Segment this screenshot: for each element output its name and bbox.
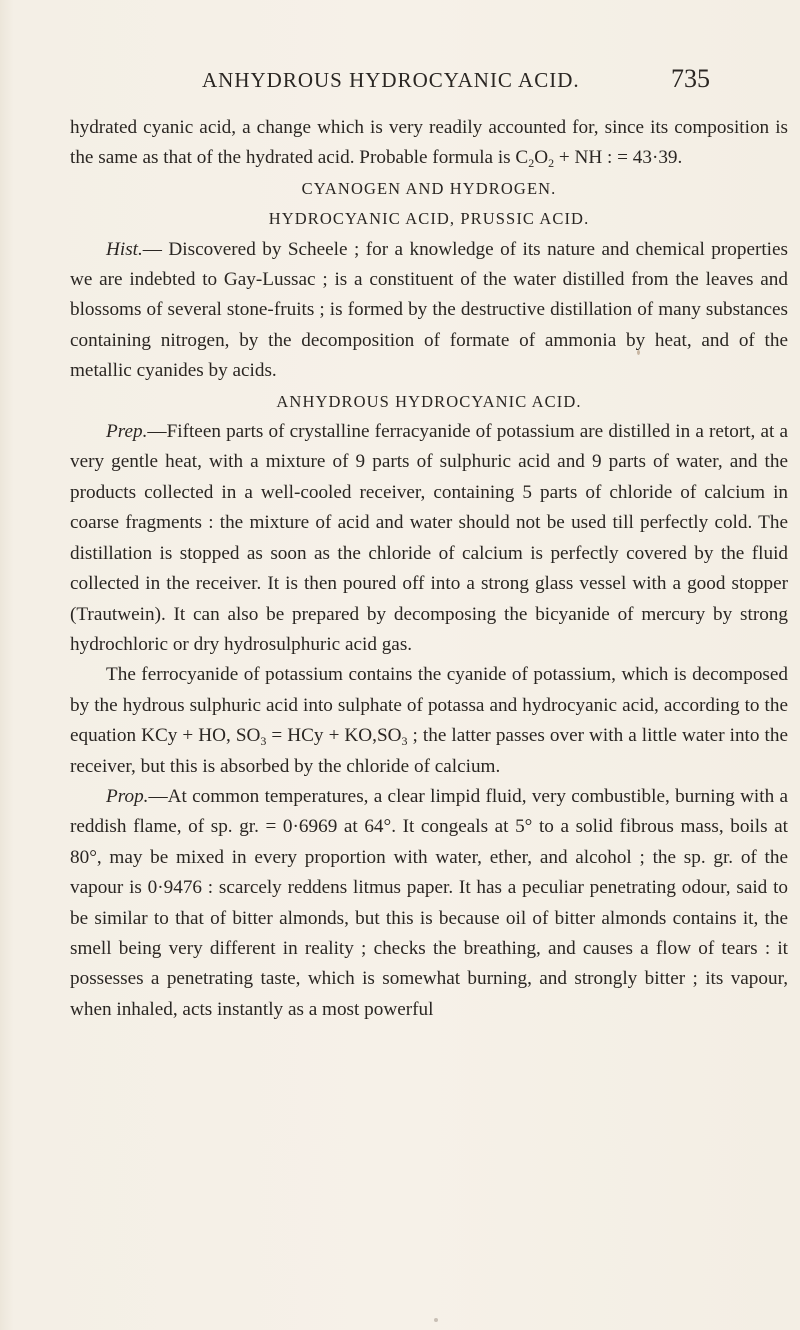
section-heading-cyanogen: CYANOGEN AND HYDROGEN. [301, 178, 557, 198]
paper-speck [434, 1318, 438, 1322]
hist-paragraph [70, 235, 788, 387]
subscript: 2 [548, 156, 555, 171]
hist-label: Hist. [106, 238, 143, 260]
subscript: 3 [260, 734, 267, 749]
page-number: 735 [671, 64, 710, 93]
section-heading-hydrocyanic: HYDROCYANIC ACID, PRUSSIC ACID. [268, 209, 590, 229]
prep-paragraph [70, 417, 788, 660]
intro-text: hydrated cyanic acid, a change which is very readily accounted for, since its composition is the same as that of the hydrated acid. Probable formula is C [70, 117, 788, 169]
running-head [180, 64, 710, 93]
ferro-text-tail: ; the latter passes over with a little water into the receiver, but this is absorbed by the chloride of calcium. [70, 725, 788, 777]
prop-text: —At common temperatures, a clear limpid fluid, very combustible, burning with a reddish flame, of sp. gr. = 0·6969 at 64°. It congeals at 5° to a solid fibrous mass, boils at 80°, may be mixed in every proportion with water, ether, and alcohol ; the sp. gr. of the vapour is 0·9476 : scarcely reddens litmus paper. It has a peculiar penetrating odour, said to be similar to that of bitter almonds, but this is because oil of bitter almonds contains it, the smell being very different in reality ; checks the breathing, and causes a flow of tears : it possesses a penetrating taste, which is somewhat burning, and strongly bitter ; its vapour, when inhaled, acts instantly as a most powerful [70, 785, 788, 1020]
running-head-title: ANHYDROUS HYDROCYANIC ACID. [202, 68, 580, 92]
prep-text: —Fifteen parts of crystalline ferracyanide of potassium are distilled in a retort, at a very gentle heat, with a mixture of 9 parts of sulphuric acid and 9 parts of water, and the products collected in a well-cooled receiver, containing 5 parts of chloride of calcium in coarse fragments : the mixture of acid and water should not be used till perfectly cold. The distillation is stopped as soon as the chloride of calcium is perfectly covered by the fluid collected in the receiver. It is then poured off into a strong glass vessel with a good stopper (Trautwein). It can also be prepared by decomposing the bicyanide of mercury by strong hydrochloric or dry hydrosulphuric acid gas. [70, 421, 788, 655]
page-body [70, 113, 788, 1025]
subscript: 2 [528, 156, 535, 171]
ferro-text: The ferrocyanide of potassium contains the cyanide of potassium, which is decomposed by the hydrous sulphuric acid into sulphate of potassa and hydrocyanic acid, according to the equation KCy + HO, SO [70, 664, 788, 747]
intro-paragraph [70, 113, 788, 174]
prop-paragraph [70, 782, 788, 1025]
prep-label: Prep. [106, 421, 148, 443]
ferro-paragraph [70, 660, 788, 782]
section-heading-anhydrous: ANHYDROUS HYDROCYANIC ACID. [276, 391, 582, 411]
subscript: 3 [401, 734, 408, 749]
ferro-equation-part: = HCy + KO,SO [266, 725, 402, 747]
hist-text: — Discovered by Scheele ; for a knowledge of its nature and chemical properties we are indebted to Gay-Lussac ; is a constituent of the water distilled from the leaves and blossoms of several stone-fruits ; is formed by the destructive distillation of many substances containing nitrogen, by the decomposition of formate of ammonia by heat, and of the metallic cyanides by acids. [70, 238, 788, 382]
prop-label: Prop. [106, 785, 149, 807]
intro-formula-tail: + NH : = 43·39. [554, 147, 683, 169]
intro-formula-part: O [534, 147, 549, 169]
